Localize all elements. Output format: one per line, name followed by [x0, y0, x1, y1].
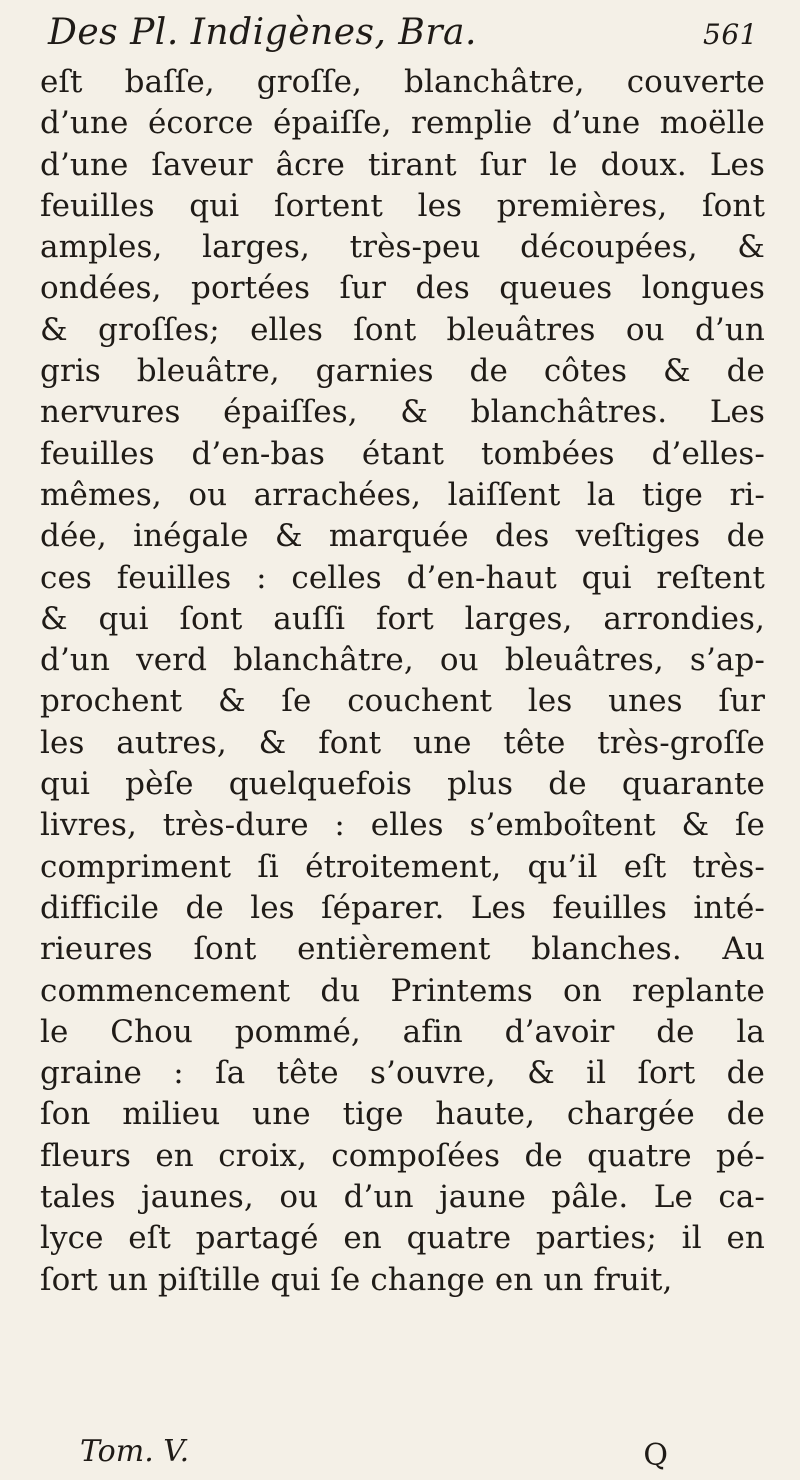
text-line: d’une écorce épaiſſe, remplie d’une moëlle	[40, 105, 765, 142]
text-line: lyce eſt partagé en quatre parties; il en	[40, 1220, 765, 1257]
text-line: compriment ſi étroitement, qu’il eſt très-	[40, 848, 765, 885]
page-footer	[60, 1434, 740, 1474]
body-text	[40, 62, 765, 1301]
text-line: feuilles d’en-bas étant tombées d’elles-	[40, 435, 765, 472]
running-title: Des Pl. Indigènes, Bra.	[48, 12, 477, 53]
signature-mark: Q	[643, 1438, 668, 1473]
running-head	[48, 12, 758, 60]
text-line: feuilles qui ſortent les premières, ſont	[40, 187, 765, 224]
text-line: prochent & ſe couchent les unes ſur	[40, 683, 765, 720]
text-line: & qui ſont auſſi fort larges, arrondies,	[40, 600, 765, 637]
volume-mark: Tom. V.	[80, 1434, 190, 1469]
text-line: d’un verd blanchâtre, ou bleuâtres, s’ap-	[40, 642, 765, 679]
text-line: le Chou pommé, afin d’avoir de la	[40, 1013, 765, 1050]
text-line: rieures ſont entièrement blanches. Au	[40, 931, 765, 968]
text-line: dée, inégale & marquée des veſtiges de	[40, 518, 765, 555]
text-line: les autres, & font une tête très-groſſe	[40, 724, 765, 761]
text-line: amples, larges, très-peu découpées, &	[40, 229, 765, 266]
text-line: ſort un piſtille qui ſe change en un fruit,	[40, 1261, 673, 1298]
text-line: ſon milieu une tige haute, chargée de	[40, 1096, 765, 1133]
text-line: eſt baſſe, groſſe, blanchâtre, couverte	[40, 64, 765, 100]
text-line: qui pèſe quelquefois plus de quarante	[40, 766, 765, 803]
text-line: difficile de les ſéparer. Les feuilles inté-	[40, 889, 765, 926]
text-line: nervures épaiſſes, & blanchâtres. Les	[40, 394, 765, 431]
text-line: ces feuilles : celles d’en-haut qui reſtent	[40, 559, 765, 596]
text-line: mêmes, ou arrachées, laiſſent la tige ri-	[40, 476, 765, 513]
text-line: graine : ſa tête s’ouvre, & il ſort de	[40, 1055, 765, 1092]
text-line: d’une ſaveur âcre tirant ſur le doux. Les	[40, 146, 765, 183]
text-line: & groſſes; elles ſont bleuâtres ou d’un	[40, 311, 765, 348]
page-number: 561	[703, 18, 758, 51]
text-line: commencement du Printems on replante	[40, 972, 765, 1009]
text-line: livres, très-dure : elles s’emboîtent & ſe	[40, 807, 765, 844]
text-line: fleurs en croix, compoſées de quatre pé-	[40, 1137, 765, 1174]
text-line: tales jaunes, ou d’un jaune pâle. Le ca-	[40, 1179, 765, 1216]
text-line: ondées, portées ſur des queues longues	[40, 270, 765, 307]
text-line: gris bleuâtre, garnies de côtes & de	[40, 353, 765, 390]
